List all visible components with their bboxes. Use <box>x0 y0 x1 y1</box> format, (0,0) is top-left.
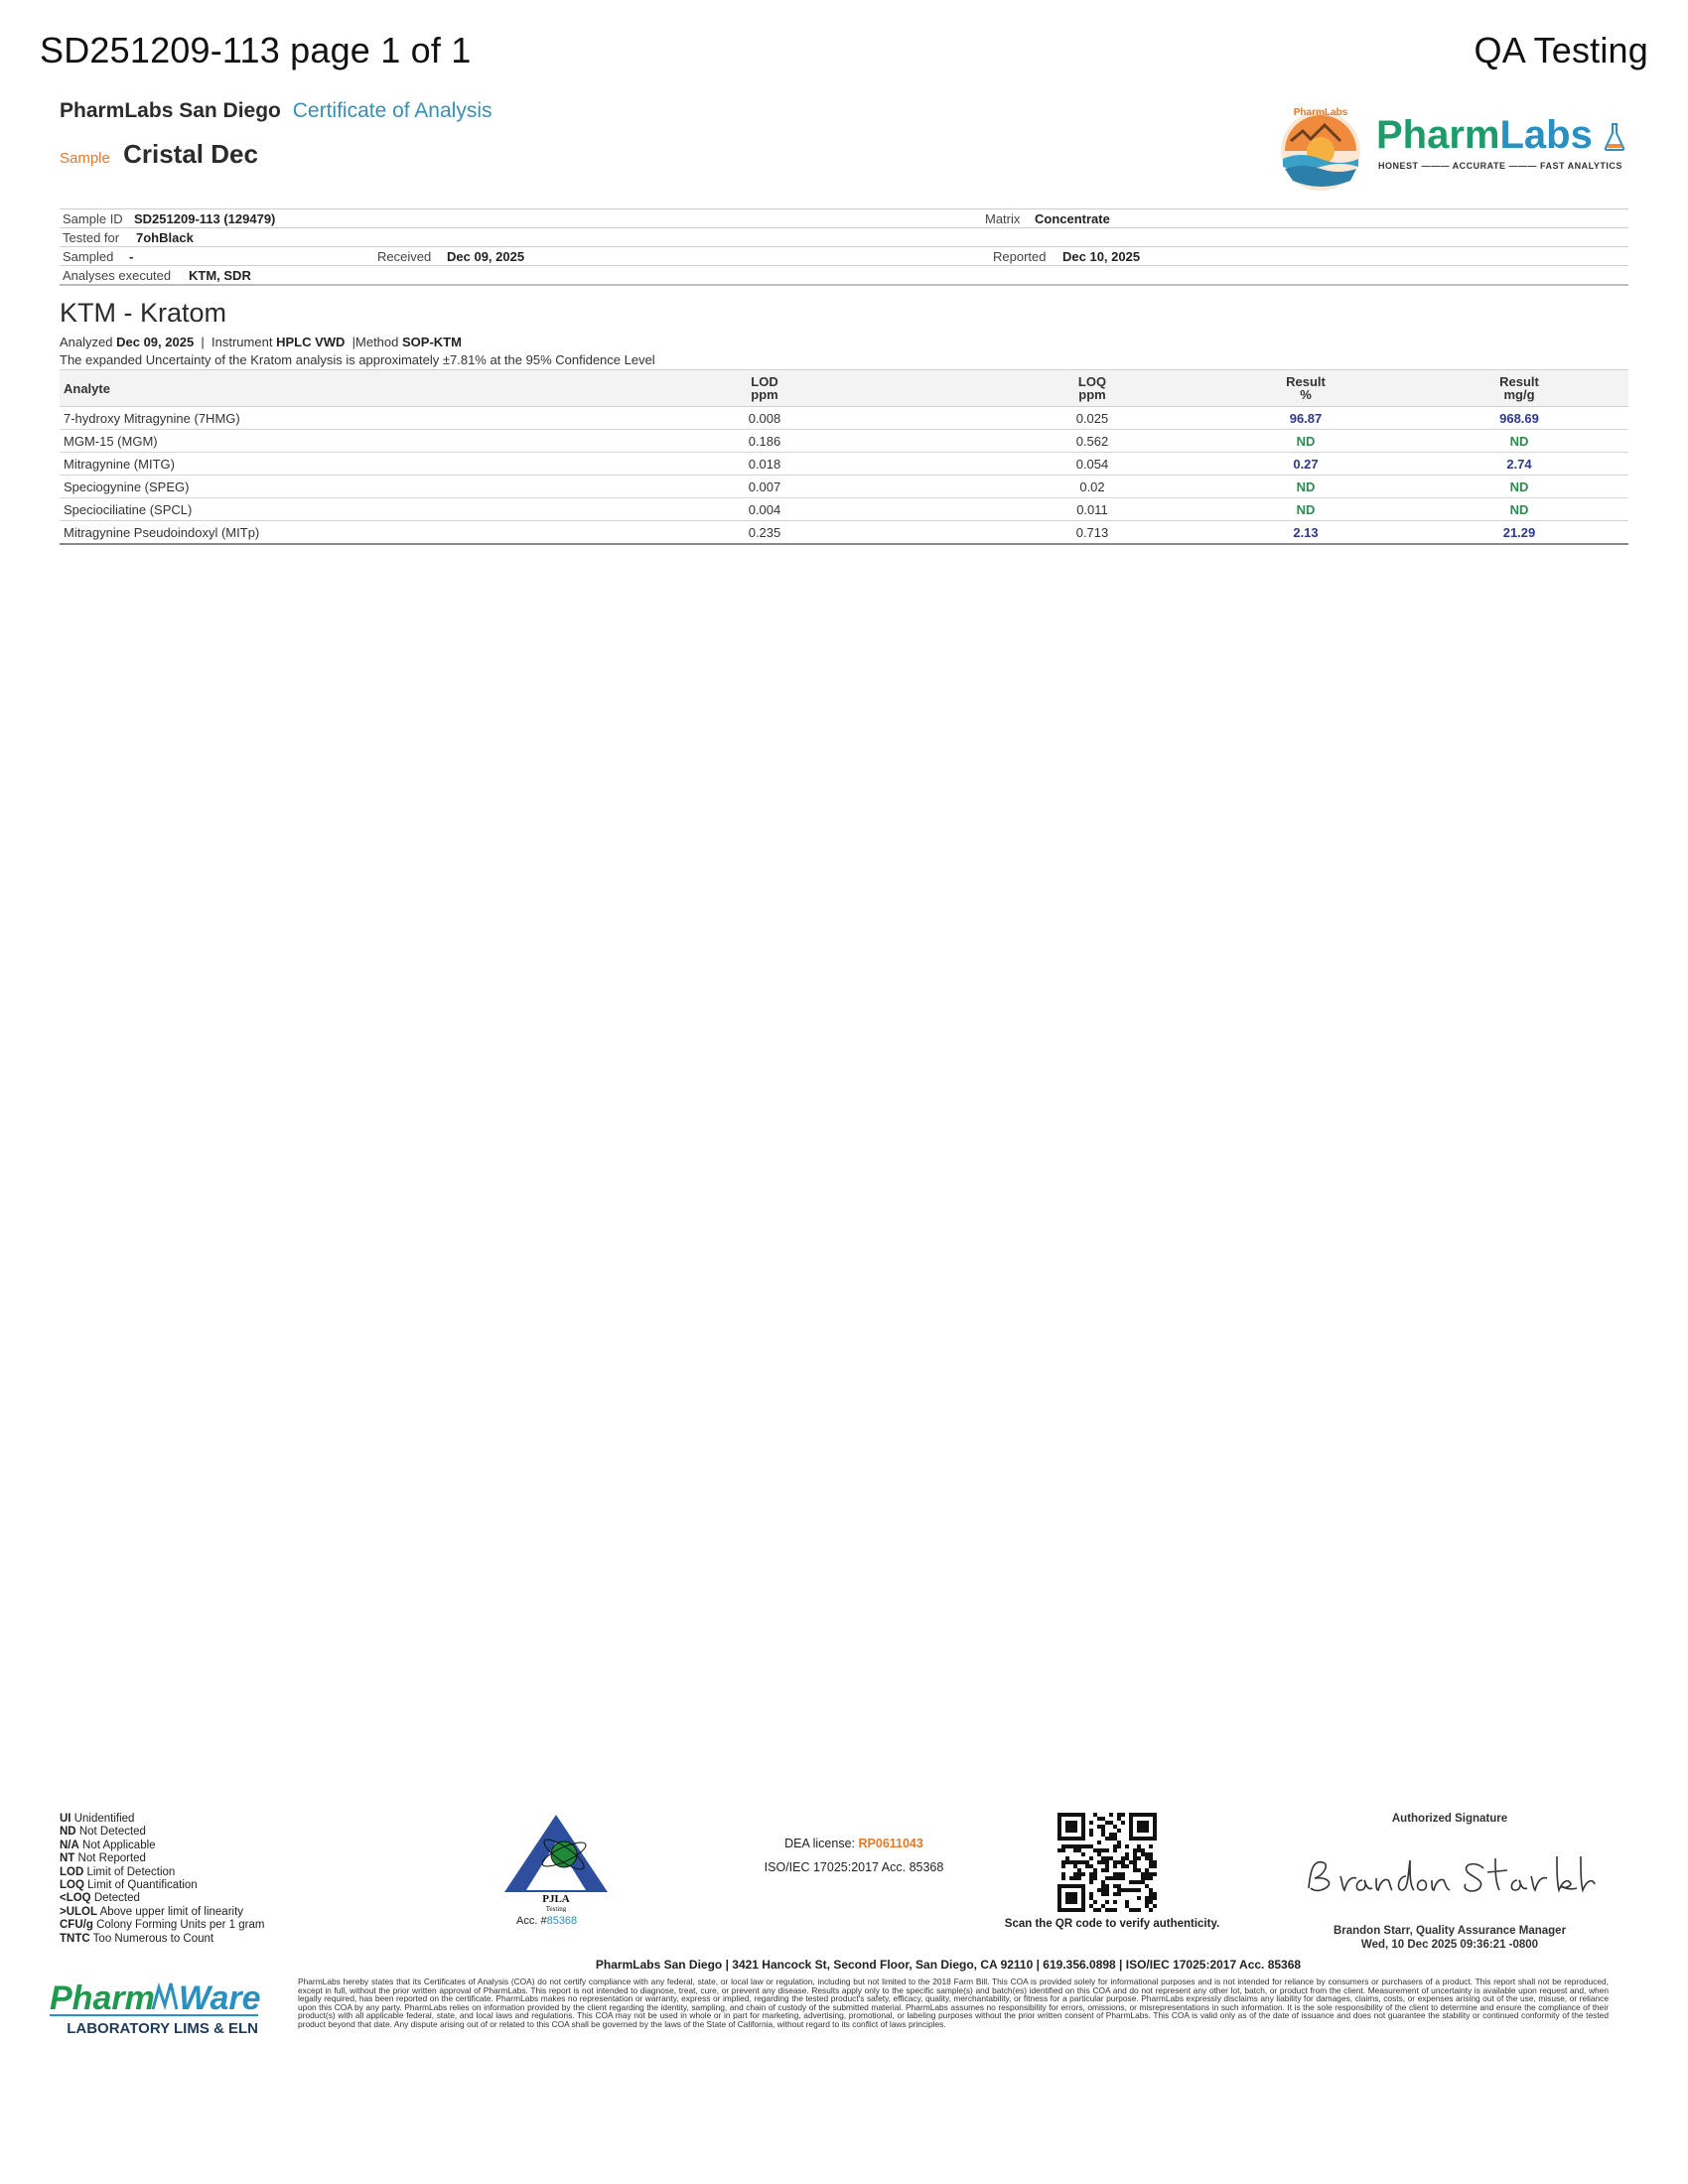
handwritten-signature <box>1301 1846 1599 1906</box>
signer-name: Brandon Starr, Quality Assurance Manager <box>1333 1925 1567 1937</box>
analyte-cell: MGM-15 (MGM) <box>60 430 655 453</box>
ktm-section <box>60 298 1628 367</box>
loq-cell: 0.562 <box>983 430 1201 453</box>
spacer-cell <box>874 521 983 545</box>
pharmware-logo <box>50 1976 268 2045</box>
sample-name: Cristal Dec <box>123 139 258 169</box>
result-mg-cell: ND <box>1410 476 1628 498</box>
lod-cell: 0.186 <box>655 430 874 453</box>
pjla-badge <box>496 1813 616 1932</box>
matrix: Concentrate <box>1035 211 1110 226</box>
svg-text:Testing: Testing <box>545 1905 567 1912</box>
lod-cell: 0.235 <box>655 521 874 545</box>
spacer-cell <box>874 476 983 498</box>
result-pct-cell: ND <box>1201 476 1410 498</box>
pharmlabs-emblem-icon <box>1271 101 1370 193</box>
analyte-cell: Mitragynine Pseudoindoxyl (MITp) <box>60 521 655 545</box>
uncertainty-note: The expanded Uncertainty of the Kratom analysis is approximately ±7.81% at the 95% Confidence Level <box>60 352 655 367</box>
table-row <box>60 453 1628 476</box>
result-pct-cell: ND <box>1201 430 1410 453</box>
legend-item: LOD Limit of Detection <box>60 1865 176 1878</box>
info-row-analyses: Analyses executed KTM, SDR <box>60 265 1628 286</box>
col-result-mg: Result mg/g <box>1410 370 1628 407</box>
result-pct-cell: 96.87 <box>1201 407 1410 430</box>
analyzed-date: Dec 09, 2025 <box>116 335 195 349</box>
svg-text:LABORATORY LIMS & ELN: LABORATORY LIMS & ELN <box>67 2020 258 2037</box>
page-title: SD251209-113 page 1 of 1 <box>40 30 472 70</box>
tested-for: 7ohBlack <box>136 230 194 245</box>
legend-item: ND Not Detected <box>60 1826 146 1839</box>
result-mg-cell: ND <box>1410 430 1628 453</box>
coa-header <box>60 99 492 170</box>
table-row <box>60 521 1628 545</box>
table-row <box>60 430 1628 453</box>
table-header-row <box>60 370 1628 407</box>
results-table <box>60 369 1628 545</box>
footer-address: PharmLabs San Diego | 3421 Hancock St, Second Floor, San Diego, CA 92110 | 619.356.0898 | ISO/IEC 17025:2017 Acc. 85368 <box>595 1958 1302 1972</box>
legend-item: N/A Not Applicable <box>60 1839 156 1851</box>
analyte-cell: 7-hydroxy Mitragynine (7HMG) <box>60 407 655 430</box>
legend-item: UI Unidentified <box>60 1813 135 1825</box>
lab-name: PharmLabs San Diego <box>60 99 281 122</box>
section-meta: Analyzed Dec 09, 2025 | Instrument HPLC VWD |Method SOP-KTM <box>60 335 462 349</box>
logo-pharm-text: Pharm <box>1376 113 1500 157</box>
pjla-triangle-icon <box>496 1813 616 1912</box>
legend-item: <LOQ Detected <box>60 1892 140 1905</box>
table-row <box>60 476 1628 498</box>
lod-cell: 0.004 <box>655 498 874 521</box>
pharmware-logo-icon <box>50 1976 268 2045</box>
result-pct-cell: ND <box>1201 498 1410 521</box>
legend-item: NT Not Reported <box>60 1852 146 1865</box>
info-row-sample-id: Sample ID SD251209-113 (129479) Matrix Concentrate <box>60 208 1628 227</box>
qr-code[interactable] <box>1057 1813 1157 1912</box>
lod-cell: 0.007 <box>655 476 874 498</box>
analyte-cell: Mitragynine (MITG) <box>60 453 655 476</box>
logo-labs-text: Labs <box>1499 113 1593 157</box>
col-lod: LOD ppm <box>655 370 874 407</box>
loq-cell: 0.713 <box>983 521 1201 545</box>
coa-label: Certificate of Analysis <box>292 99 492 122</box>
signer-block <box>1281 1924 1618 1952</box>
iso-accreditation: ISO/IEC 17025:2017 Acc. 85368 <box>764 1860 944 1874</box>
method: SOP-KTM <box>402 335 462 349</box>
svg-text:PJLA: PJLA <box>542 1893 570 1905</box>
svg-text:Pharm: Pharm <box>50 1979 155 2017</box>
result-mg-cell: 968.69 <box>1410 407 1628 430</box>
table-row <box>60 498 1628 521</box>
pharmlabs-logo <box>1271 101 1628 193</box>
dea-license: RP0611043 <box>858 1837 923 1850</box>
legend-item: CFU/g Colony Forming Units per 1 gram <box>60 1919 265 1932</box>
legend-item: TNTC Too Numerous to Count <box>60 1932 214 1945</box>
dea-license-block: DEA license: RP0611043 ISO/IEC 17025:2017 Acc. 85368 <box>695 1832 1013 1879</box>
signature-heading: Authorized Signature <box>1391 1813 1508 1825</box>
spacer-cell <box>874 498 983 521</box>
info-row-dates: Sampled - Received Dec 09, 2025 Reported Dec 10, 2025 <box>60 246 1628 265</box>
spacer-cell <box>874 407 983 430</box>
loq-cell: 0.011 <box>983 498 1201 521</box>
svg-text:Ware: Ware <box>179 1979 261 2017</box>
result-mg-cell: ND <box>1410 498 1628 521</box>
table-row <box>60 407 1628 430</box>
sample-label: Sample <box>60 150 110 167</box>
legend-item: LOQ Limit of Quantification <box>60 1879 198 1892</box>
qr-caption: Scan the QR code to verify authenticity. <box>1004 1918 1220 1930</box>
legal-disclaimer: PharmLabs hereby states that its Certificates of Analysis (COA) do not certify compliance with any federal, state, or local law or regulation, including but not limited to the 2018 Farm Bill. This COA is provided solely for informational purposes and is not intended for reliance by consumers or purchasers of a product. This report shall not be reproduced, except in full, without the prior written approval of PharmLabs. This report is not intended to diagnose, treat, cure, or prevent any disease. Results apply only to the specific sample(s) and batch(es) identified on this COA and do not represent any other lot, batch, or product from the client. Measurement of uncertainty is available upon request and, when legally required, has been reported on the certificate. PharmLabs makes no representation or warranty, express or implied, regarding the tested product's safety, efficacy, quality, merchantability, or fitness for a particular purpose. PharmLabs expressly disclaims any liability for damages, claims, costs, or expenses arising out of the use, misuse, or reliance upon this COA by any party. PharmLabs relies on information provided by the client regarding the identity, sampling, and chain of custody of the submitted material. PharmLabs assumes no responsibility for errors, omissions, or misrepresentations in such information. It is the sole responsibility of the client to determine and ensure the compliance of their product(s) with all applicable federal, state, and local laws and regulations. This COA may not be used in whole or in part for marketing, advertising, promotional, or labeling purposes without the prior written consent of PharmLabs. This COA is valid only as of the date of issuance and does not guarantee the stability or continued conformity of the tested product beyond that date. Any dispute arising out of or related to this COA shall be governed by the laws of the State of California, without regard to its conflict of laws principles. <box>298 1977 1609 2029</box>
result-pct-cell: 0.27 <box>1201 453 1410 476</box>
col-result-pct: Result % <box>1201 370 1410 407</box>
section-title: KTM - Kratom <box>60 298 227 328</box>
analyte-cell: Speciogynine (SPEG) <box>60 476 655 498</box>
loq-cell: 0.054 <box>983 453 1201 476</box>
analyses-executed: KTM, SDR <box>189 268 251 283</box>
svg-text:PharmLabs: PharmLabs <box>1293 107 1348 118</box>
logo-tagline: HONEST ——— ACCURATE ——— FAST ANALYTICS <box>1378 161 1622 171</box>
instrument: HPLC VWD <box>276 335 346 349</box>
info-row-tested-for: Tested for 7ohBlack <box>60 227 1628 246</box>
col-analyte: Analyte <box>60 370 655 407</box>
analyte-cell: Speciociliatine (SPCL) <box>60 498 655 521</box>
col-loq: LOQ ppm <box>983 370 1201 407</box>
abbreviation-legend <box>60 1813 264 1946</box>
result-mg-cell: 21.29 <box>1410 521 1628 545</box>
document-type: QA Testing <box>1474 30 1648 70</box>
spacer-cell <box>874 453 983 476</box>
sampled-date: - <box>129 249 134 264</box>
flask-icon <box>1604 122 1625 152</box>
loq-cell: 0.02 <box>983 476 1201 498</box>
lod-cell: 0.018 <box>655 453 874 476</box>
received-date: Dec 09, 2025 <box>447 249 525 264</box>
result-mg-cell: 2.74 <box>1410 453 1628 476</box>
pjla-accreditation: Acc. #85368 <box>516 1915 578 1927</box>
lod-cell: 0.008 <box>655 407 874 430</box>
sample-id: SD251209-113 (129479) <box>134 211 276 226</box>
result-pct-cell: 2.13 <box>1201 521 1410 545</box>
signature-timestamp: Wed, 10 Dec 2025 09:36:21 -0800 <box>1360 1939 1539 1951</box>
loq-cell: 0.025 <box>983 407 1201 430</box>
legend-item: >ULOL Above upper limit of linearity <box>60 1905 244 1918</box>
reported-date: Dec 10, 2025 <box>1062 249 1141 264</box>
spacer-cell <box>874 430 983 453</box>
sample-info <box>60 208 1628 286</box>
